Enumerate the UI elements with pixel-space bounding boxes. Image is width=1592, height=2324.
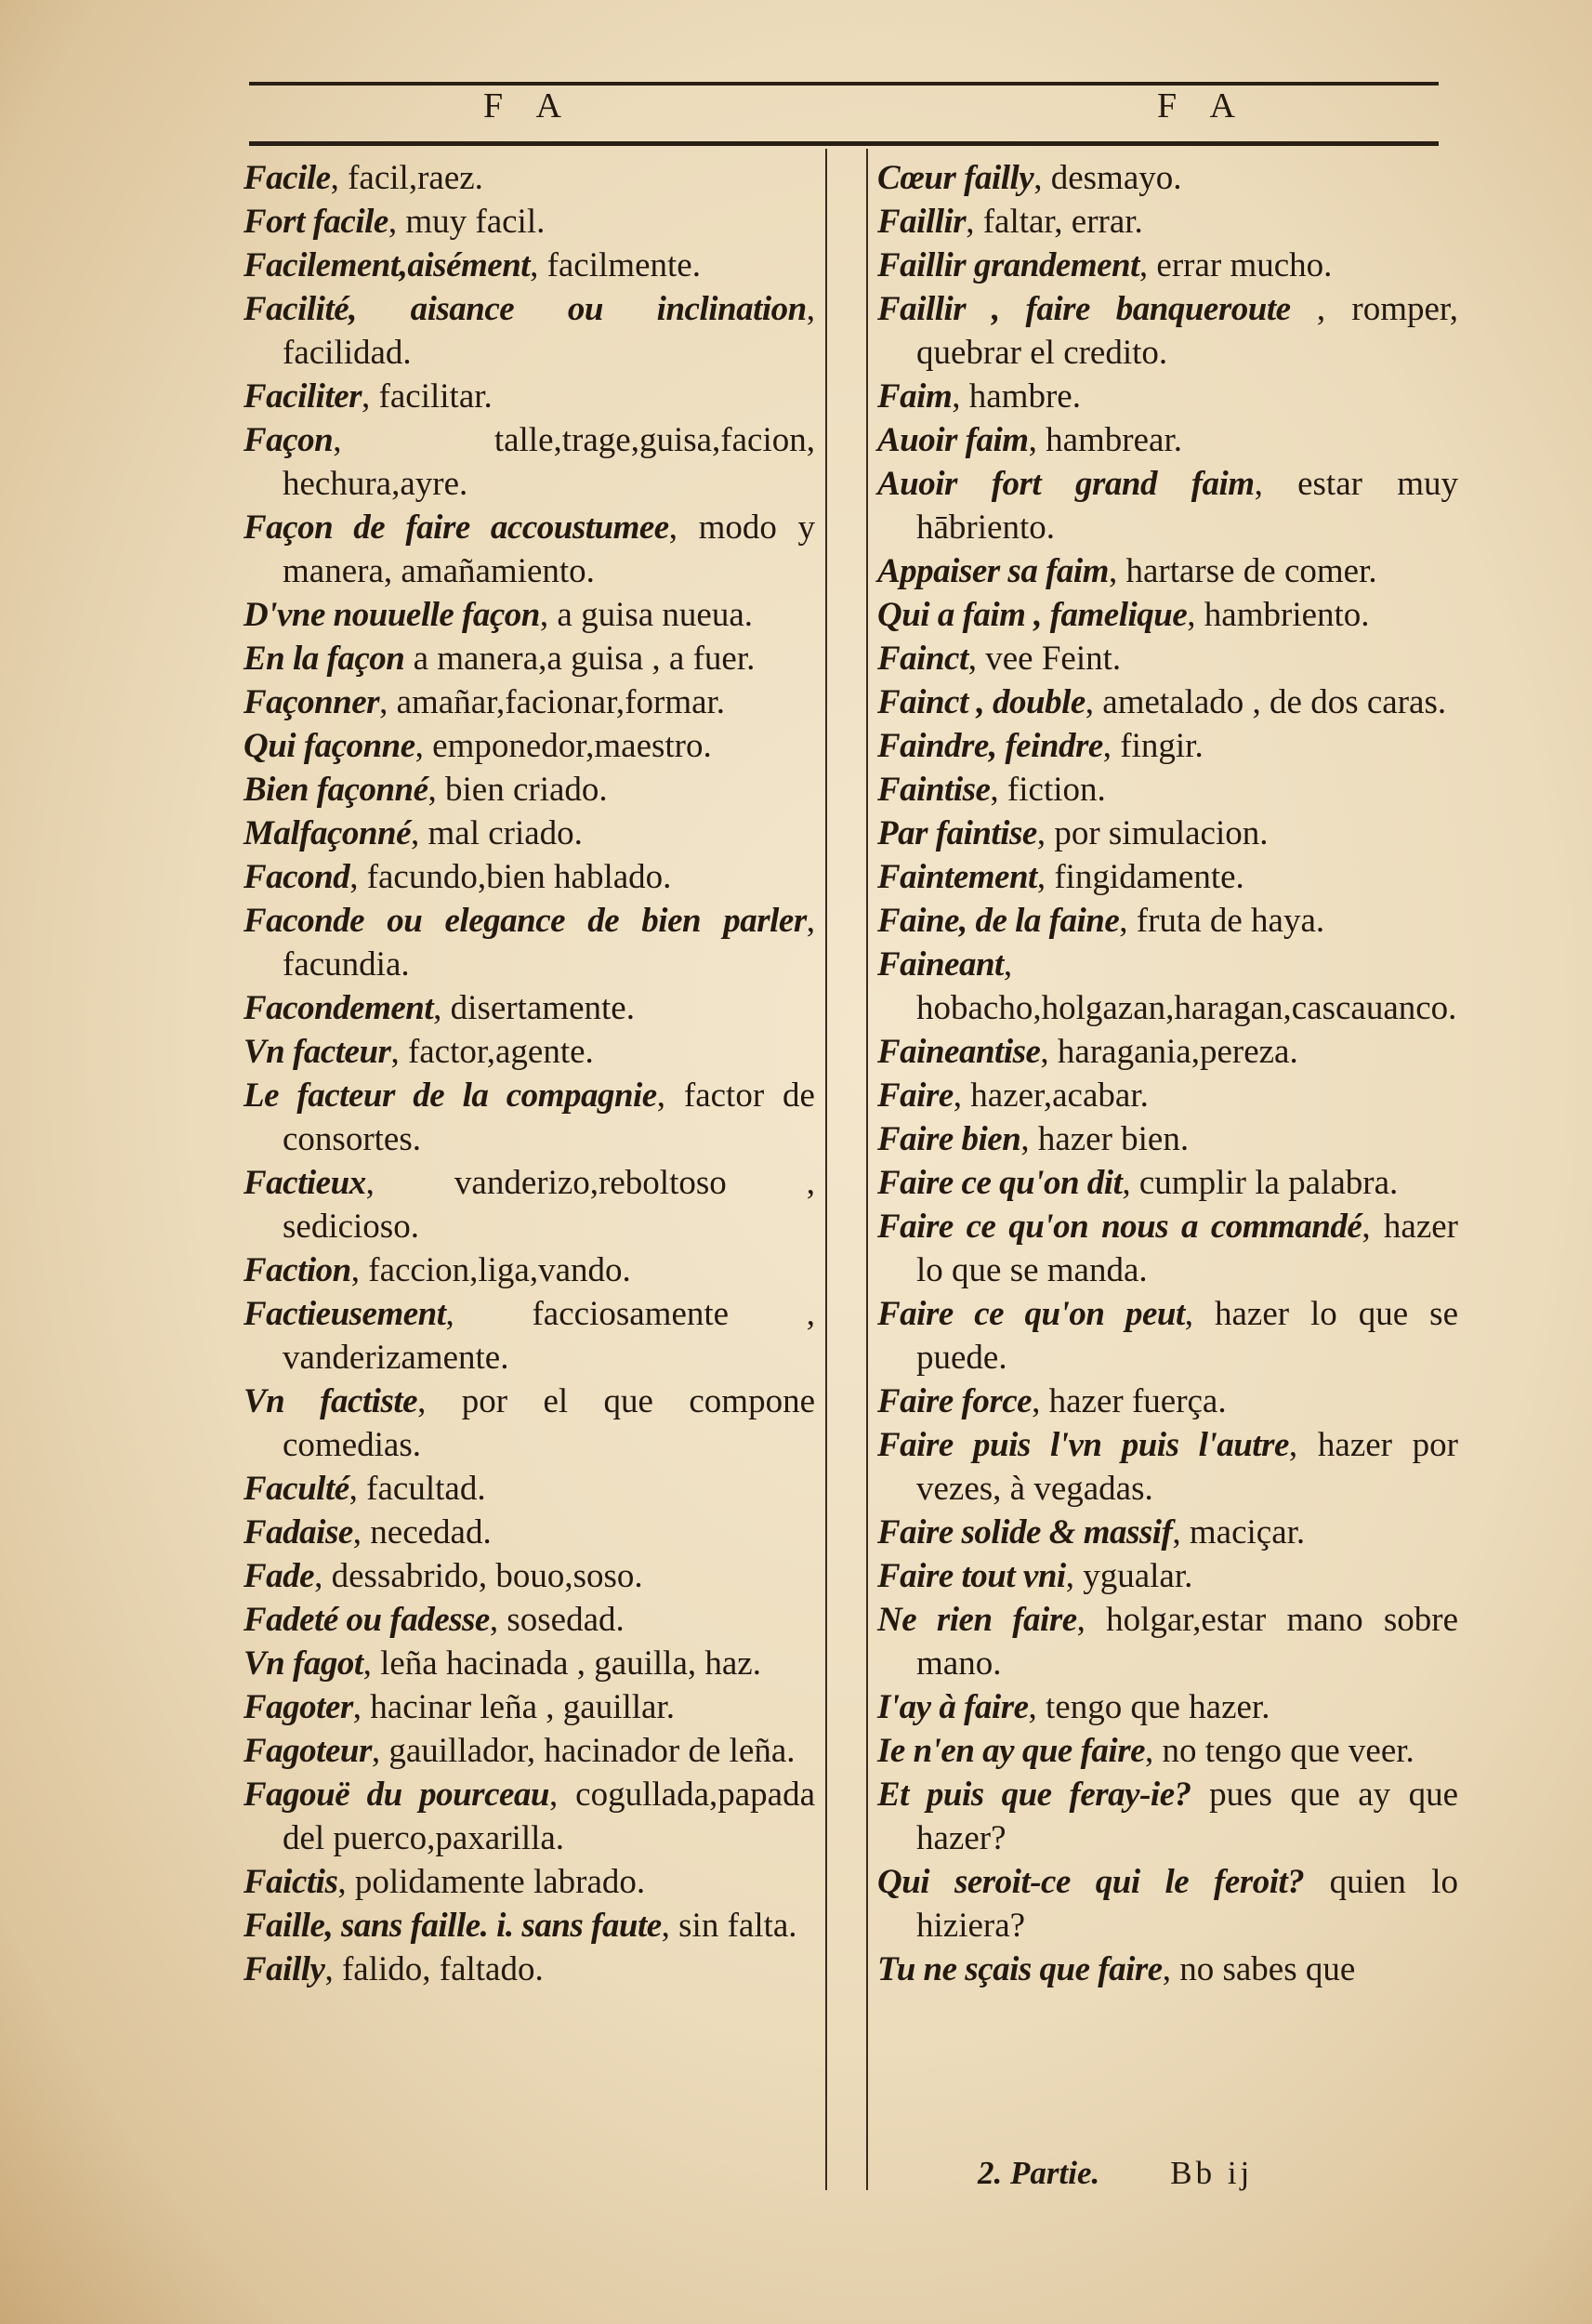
entry-translation: hazer,acabar. [970, 1076, 1149, 1115]
entry-separator: , [489, 1601, 507, 1639]
entry-translation: facundia. [283, 945, 410, 984]
entry-headword: I'ay à faire [877, 1688, 1029, 1726]
entry-translation: amañar,facionar,formar. [396, 683, 726, 721]
entry-separator: , [390, 1033, 408, 1071]
entry-separator: , [379, 683, 397, 721]
entry-separator: , [1040, 1033, 1058, 1071]
entry-separator: , [1184, 1295, 1215, 1333]
entry-translation: romper, quebrar el credito. [916, 290, 1458, 372]
entry-separator: , [530, 246, 547, 284]
entry-separator: , [806, 902, 815, 940]
entry-headword: Faillir grandement [877, 246, 1139, 284]
entry-translation: quien lo hiziera? [916, 1863, 1458, 1945]
entry-headword: Faintise [877, 771, 991, 809]
entry-headword: Faction [243, 1251, 351, 1289]
entry-separator: , [352, 1688, 371, 1726]
entry-separator [1191, 1776, 1209, 1814]
entry-headword: Vn fagot [243, 1644, 363, 1683]
dictionary-entry [877, 1074, 1458, 1117]
entry-headword: Faille, sans faille. i. sans faute [243, 1907, 662, 1945]
entry-separator: , [330, 159, 349, 197]
entry-separator: , [1138, 246, 1157, 284]
entry-separator: , [966, 203, 983, 241]
entry-headword: Fainct , double [877, 683, 1085, 721]
entry-translation: facultad. [366, 1470, 486, 1508]
entry-headword: Auoir faim [877, 421, 1029, 459]
dictionary-entry [243, 1685, 815, 1729]
dictionary-entry [877, 1117, 1458, 1161]
entry-translation: facilidad. [283, 334, 412, 372]
part-label: 2. Partie. [978, 2155, 1100, 2191]
dictionary-entry [877, 462, 1458, 549]
entry-separator: , [952, 377, 969, 416]
entry-translation: sin falta. [678, 1907, 797, 1945]
entry-headword: Facilité, aisance ou inclination [243, 290, 807, 328]
entry-headword: Vn factiste [243, 1382, 418, 1420]
entry-headword: Faillir [877, 203, 967, 241]
dictionary-entry [243, 680, 815, 724]
entry-headword: Failly [243, 1950, 325, 1988]
dictionary-entry [243, 287, 815, 375]
entry-separator: , [1076, 1601, 1107, 1639]
dictionary-entry [877, 1511, 1458, 1554]
entry-translation: emponedor,maestro. [432, 727, 712, 765]
entry-headword: Qui a faim , famelique [877, 596, 1188, 634]
entry-translation: faltar, errar. [982, 203, 1143, 241]
dictionary-entry [243, 1773, 815, 1860]
entry-translation: facilitar. [378, 377, 493, 416]
entry-headword: Faciliter [243, 377, 362, 416]
entry-separator: , [417, 1382, 462, 1420]
entry-translation: gauillador, hacinador de leña. [388, 1732, 796, 1770]
entry-translation: no tengo que veer. [1162, 1732, 1414, 1770]
entry-headword: Façonner [243, 683, 380, 721]
entry-translation: hacinar leña , gauillar. [370, 1688, 675, 1726]
dictionary-entry [877, 1030, 1458, 1074]
left-column-rule [825, 149, 827, 2190]
dictionary-entry [877, 637, 1458, 680]
right-column [877, 156, 1458, 1991]
page-footer [978, 2155, 1253, 2192]
dictionary-entry [877, 244, 1458, 287]
entry-translation: hazer bien. [1037, 1120, 1190, 1158]
entry-separator: , [656, 1076, 684, 1115]
entry-headword: Auoir fort grand faim [877, 465, 1255, 503]
entry-separator: , [1108, 552, 1126, 590]
entry-translation: a guisa nueua. [557, 596, 754, 634]
entry-separator: , [371, 1732, 389, 1770]
entry-headword: Par faintise [877, 814, 1037, 852]
dictionary-entry [243, 244, 815, 287]
dictionary-entry [243, 1380, 815, 1467]
entry-separator: , [953, 1076, 971, 1115]
entry-headword: Faire ce qu'on peut [877, 1295, 1185, 1333]
dictionary-entry [877, 680, 1458, 724]
entry-translation: talle,trage,guisa,facion, hechura,ayre. [283, 421, 815, 503]
entry-separator: , [352, 1513, 371, 1552]
entry-translation: ygualar. [1083, 1557, 1193, 1595]
entry-separator: , [411, 814, 428, 852]
entry-separator: , [990, 771, 1007, 809]
entry-separator: , [365, 1164, 454, 1202]
dictionary-entry [877, 287, 1458, 375]
entry-separator: , [1162, 1950, 1180, 1988]
dictionary-entry [243, 1642, 815, 1685]
entry-translation: haragania,pereza. [1057, 1033, 1298, 1071]
entry-headword: Facondement [243, 989, 434, 1027]
entry-separator [404, 640, 413, 678]
entry-headword: Fainct [877, 640, 968, 678]
dictionary-entry [243, 1904, 815, 1948]
entry-headword: Faindre, feindre [877, 727, 1103, 765]
dictionary-entry [877, 156, 1458, 200]
entry-translation: faccion,liga,vando. [368, 1251, 631, 1289]
entry-separator: , [661, 1907, 679, 1945]
top-rule [249, 82, 1439, 86]
dictionary-entry [243, 1948, 815, 1991]
entry-separator: , [1033, 159, 1051, 197]
dictionary-entry [243, 1598, 815, 1642]
entry-separator: , [324, 1950, 342, 1988]
entry-headword: Fadaise [243, 1513, 353, 1552]
entry-headword: Faire solide & massif [877, 1513, 1173, 1552]
dictionary-entry [877, 200, 1458, 244]
dictionary-entry [877, 1598, 1458, 1685]
dictionary-entry [243, 1467, 815, 1511]
dictionary-entry [243, 506, 815, 593]
entry-separator: , [388, 203, 406, 241]
entry-separator: , [967, 640, 986, 678]
entry-translation: hartarse de comer. [1125, 552, 1377, 590]
entry-headword: Fort facile [243, 203, 388, 241]
dictionary-entry [877, 1205, 1458, 1292]
entry-headword: Facile [243, 159, 331, 197]
entry-translation: fingir. [1120, 727, 1204, 765]
entry-headword: Faineantise [877, 1033, 1041, 1071]
entry-headword: En la façon [243, 640, 405, 678]
entry-translation: fruta de haya. [1136, 902, 1325, 940]
entry-headword: Faire [877, 1076, 954, 1115]
dictionary-entry [877, 1948, 1458, 1991]
dictionary-entry [243, 1292, 815, 1380]
entry-headword: Facilement,aisément [243, 246, 531, 284]
entry-translation: hazer lo que se puede. [916, 1295, 1458, 1377]
entry-translation: hazer lo que se manda. [916, 1208, 1458, 1289]
entry-headword: Malfaçonné [243, 814, 411, 852]
dictionary-entry [243, 724, 815, 768]
dictionary-entry [877, 1161, 1458, 1205]
entry-separator: , [333, 421, 494, 459]
entry-separator: , [806, 290, 815, 328]
entry-separator: , [349, 1470, 367, 1508]
entry-headword: Faire ce qu'on dit [877, 1164, 1123, 1202]
entry-headword: Faire tout vni [877, 1557, 1066, 1595]
entry-translation: necedad. [370, 1513, 492, 1552]
running-head-left: F A [483, 86, 574, 125]
dictionary-entry [877, 418, 1458, 462]
entry-headword: Cœur failly [877, 159, 1034, 197]
header-rule [249, 141, 1439, 146]
entry-headword: Qui façonne [243, 727, 415, 765]
entry-separator: , [1003, 945, 1013, 984]
entry-separator: , [1254, 465, 1298, 503]
dictionary-entry [877, 812, 1458, 855]
entry-translation: desmayo. [1050, 159, 1182, 197]
entry-translation: tengo que hazer. [1046, 1688, 1270, 1726]
entry-separator: , [1065, 1557, 1084, 1595]
dictionary-entry [243, 1074, 815, 1161]
dictionary-entry [877, 1729, 1458, 1773]
dictionary-entry [243, 1161, 815, 1248]
entry-separator: , [1085, 683, 1103, 721]
entry-separator: , [350, 1251, 369, 1289]
entry-translation: hazer fuerça. [1048, 1382, 1227, 1420]
entry-translation: vee Feint. [985, 640, 1122, 678]
dictionary-entry [243, 200, 815, 244]
entry-headword: Faine, de la faine [877, 902, 1120, 940]
entry-separator: , [1036, 858, 1055, 896]
dictionary-entry [877, 724, 1458, 768]
entry-translation: cumplir la palabra. [1138, 1164, 1399, 1202]
entry-headword: Et puis que feray-ie? [877, 1776, 1191, 1814]
entry-separator: , [1187, 596, 1204, 634]
entry-headword: Faconde ou elegance de bien parler [243, 902, 807, 940]
entry-separator: , [433, 989, 451, 1027]
entry-separator: , [1290, 290, 1352, 328]
entry-translation: factor de consortes. [283, 1076, 815, 1158]
entry-headword: Factieux [243, 1164, 366, 1202]
entry-headword: Fadeté ou fadesse [243, 1601, 490, 1639]
entry-translation: fingidamente. [1054, 858, 1244, 896]
entry-translation: muy facil. [405, 203, 546, 241]
entry-translation: a manera,a guisa , a fuer. [413, 640, 756, 678]
entry-translation: falido, faltado. [341, 1950, 544, 1988]
dictionary-entry [243, 768, 815, 812]
dictionary-entry [877, 1685, 1458, 1729]
entry-headword: Le facteur de la compagnie [243, 1076, 657, 1115]
entry-headword: Ne rien faire [877, 1601, 1077, 1639]
entry-separator: , [414, 727, 433, 765]
entry-separator: , [1028, 1688, 1046, 1726]
entry-headword: Faillir , faire banqueroute [877, 290, 1291, 328]
dictionary-entry [243, 375, 815, 418]
entry-translation: hazer por vezes, à vegadas. [916, 1426, 1459, 1508]
entry-headword: Faictis [243, 1863, 338, 1901]
entry-headword: Faire ce qu'on nous a commandé [877, 1208, 1362, 1246]
right-column-rule [866, 149, 868, 2190]
entry-headword: Faim [877, 377, 953, 416]
entry-separator: , [362, 1644, 381, 1683]
dictionary-entry [877, 1554, 1458, 1598]
entry-translation: facundo,bien hablado. [366, 858, 672, 896]
dictionary-entry [877, 768, 1458, 812]
entry-translation: estar muy hābriento. [916, 465, 1458, 547]
entry-separator: , [1032, 1382, 1049, 1420]
entry-separator: , [1145, 1732, 1163, 1770]
dictionary-entry [877, 549, 1458, 593]
dictionary-entry [877, 1773, 1458, 1860]
entry-translation: por el que compone comedias. [283, 1382, 815, 1464]
dictionary-entry [243, 418, 815, 506]
entry-headword: Tu ne sçais que faire [877, 1950, 1163, 1988]
entry-translation: factor,agente. [407, 1033, 594, 1071]
dictionary-entry [243, 812, 815, 855]
entry-headword: Fagoteur [243, 1732, 372, 1770]
entry-headword: D'vne nouuelle façon [243, 596, 540, 634]
entry-translation: pues que ay que hazer? [916, 1776, 1459, 1857]
entry-translation: hambre. [968, 377, 1081, 416]
entry-separator: , [314, 1557, 332, 1595]
entry-translation: maciçar. [1189, 1513, 1306, 1552]
dictionary-entry [243, 899, 815, 986]
entry-separator: , [1362, 1208, 1384, 1246]
entry-headword: Faineant [877, 945, 1004, 984]
entry-headword: Facond [243, 858, 350, 896]
dictionary-entry [243, 986, 815, 1030]
entry-separator: , [539, 596, 558, 634]
entry-separator: , [428, 771, 446, 809]
entry-separator: , [1036, 814, 1055, 852]
dictionary-entry [243, 1860, 815, 1904]
entry-separator: , [1119, 902, 1137, 940]
dictionary-entry [877, 943, 1458, 1030]
dictionary-entry [877, 1292, 1458, 1380]
dictionary-entry [877, 1380, 1458, 1423]
entry-separator: , [1172, 1513, 1190, 1552]
dictionary-entry [243, 1554, 815, 1598]
entry-translation: sosedad. [507, 1601, 625, 1639]
entry-translation: cogullada,papada del puerco,paxarilla. [283, 1776, 816, 1857]
entry-headword: Faculté [243, 1470, 349, 1508]
entry-separator: , [337, 1863, 355, 1901]
dictionary-entry [877, 375, 1458, 418]
entry-headword: Façon de faire accoustumee [243, 508, 669, 547]
dictionary-entry [877, 593, 1458, 637]
entry-translation: hambriento. [1204, 596, 1370, 634]
left-column [243, 156, 815, 1991]
entry-separator: , [1020, 1120, 1038, 1158]
running-head-right: F A [1157, 86, 1248, 125]
entry-translation: hambrear. [1046, 421, 1182, 459]
entry-translation: leña hacinada , gauilla, haz. [380, 1644, 761, 1683]
entry-separator: , [349, 858, 367, 896]
entry-separator: , [1102, 727, 1121, 765]
entry-translation: mal criado. [428, 814, 583, 852]
dictionary-entry [243, 1030, 815, 1074]
entry-headword: Façon [243, 421, 334, 459]
entry-separator [1304, 1863, 1329, 1901]
dictionary-entry [243, 855, 815, 899]
entry-headword: Fagoter [243, 1688, 353, 1726]
entry-headword: Appaiser sa faim [877, 552, 1109, 590]
entry-translation: no sabes que [1179, 1950, 1356, 1988]
entry-headword: Faire force [877, 1382, 1033, 1420]
dictionary-entry [877, 1423, 1458, 1511]
entry-headword: Qui seroit-ce qui le feroit? [877, 1863, 1305, 1901]
entry-separator: , [1028, 421, 1046, 459]
entry-separator: , [445, 1295, 533, 1333]
dictionary-entry [877, 1860, 1458, 1948]
entry-translation: vanderizo,reboltoso , sedicioso. [283, 1164, 815, 1246]
entry-translation: polidamente labrado. [354, 1863, 646, 1901]
entry-separator: , [1288, 1426, 1318, 1464]
entry-headword: Factieusement [243, 1295, 446, 1333]
dictionary-entry [877, 899, 1458, 943]
entry-translation: por simulacion. [1054, 814, 1269, 852]
entry-translation: ametalado , de dos caras. [1102, 683, 1447, 721]
entry-translation: fiction. [1007, 771, 1106, 809]
entry-headword: Bien façonné [243, 771, 428, 809]
entry-translation: modo y manera, amañamiento. [283, 508, 816, 590]
entry-headword: Fade [243, 1557, 315, 1595]
dictionary-entry [243, 637, 815, 680]
entry-translation: facilmente. [546, 246, 701, 284]
dictionary-entry [243, 156, 815, 200]
dictionary-entry [243, 1511, 815, 1554]
entry-separator: , [1122, 1164, 1139, 1202]
entry-translation: facil,raez. [348, 159, 483, 197]
entry-separator: , [549, 1776, 576, 1814]
entry-separator: , [362, 377, 379, 416]
entry-translation: errar mucho. [1156, 246, 1333, 284]
signature-mark: Bb ij [1170, 2155, 1254, 2191]
dictionary-entry [243, 1729, 815, 1773]
dictionary-entry [243, 593, 815, 637]
dictionary-entry [877, 855, 1458, 899]
entry-headword: Vn facteur [243, 1033, 391, 1071]
entry-separator: , [668, 508, 699, 547]
entry-translation: disertamente. [450, 989, 635, 1027]
dictionary-entry [243, 1248, 815, 1292]
entry-headword: Fagouë du pourceau [243, 1776, 549, 1814]
entry-headword: Faire bien [877, 1120, 1021, 1158]
entry-headword: Faire puis l'vn puis l'autre [877, 1426, 1289, 1464]
entry-headword: Ie n'en ay que faire [877, 1732, 1146, 1770]
entry-translation: holgar,estar mano sobre mano. [916, 1601, 1458, 1683]
entry-translation: bien criado. [445, 771, 608, 809]
entry-translation: facciosamente , vanderizamente. [283, 1295, 816, 1377]
entry-translation: dessabrido, bouo,soso. [331, 1557, 643, 1595]
entry-translation: hobacho,holgazan,haragan,cascauanco. [916, 989, 1457, 1027]
entry-headword: Faintement [877, 858, 1037, 896]
